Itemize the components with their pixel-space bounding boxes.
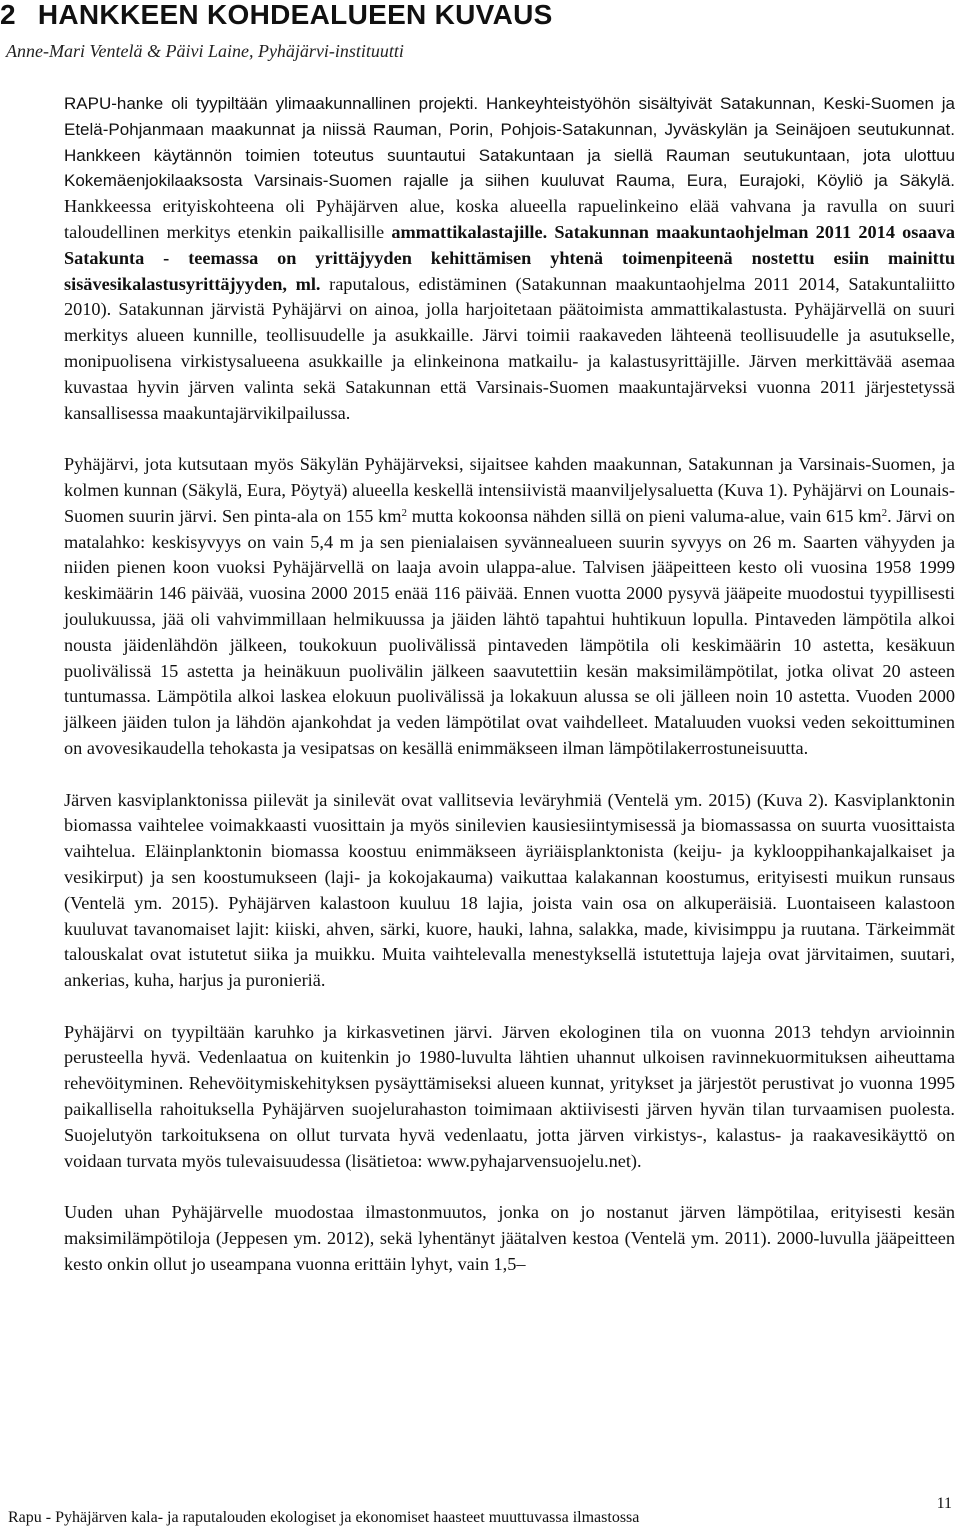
page-footer xyxy=(0,1495,960,1530)
paragraph-1-rest: raputalous, edistäminen (Satakunnan maakuntaohjelma 2011 2014, Satakuntaliitto 2010). Satakunnan järvistä Pyhäjärvi on ainoa, jolla harjoitetaan päätoimista ammattikalastusta. Pyhäjärvellä on suuri merkitys alueen kunnille, teollisuudelle ja asukkaille. Järvi toimii raakaveden lähteenä teollisuudelle ja asutukselle, monipuolisena virkistysalueena asukkaille ja elinkeinona matkailu- ja kalastusyrittäjille. Järven merkittävää asemaa kuvastaa hyvin järven valinta sekä Satakunnan että Varsinais-Suomen maakuntajärveksi vuonna 2011 järjestetyssä kansallisessa maakuntajärvikilpailussa. xyxy=(64,273,955,423)
superscript-2b: 2 xyxy=(881,506,888,519)
page-number: 11 xyxy=(936,1495,952,1512)
paragraph-5: Uuden uhan Pyhäjärvelle muodostaa ilmastonmuutos, jonka on jo nostanut järven lämpötilaa, erityisesti kesän maksimilämpötiloja (Jeppesen ym. 2012), sekä lyhentänyt jäätalven kestoa (Ventelä ym. 2011). 2000-luvulla jääpeitteen kesto onkin ollut jo useampana vuonna erittäin lyhyt, vain 1,5– xyxy=(64,1202,955,1274)
superscript-2a: 2 xyxy=(401,506,407,519)
paragraph-2-text-a: Pyhäjärvi, jota kutsutaan myös Säkylän Pyhäjärveksi, sijaitsee kahden maakunnan, Satakunnan ja Varsinais-Suomen, ja kolmen kunnan (Säkylä, Eura, Pöytyä) alueella keskellä intensiivistä maanviljelysaluetta (Kuva 1). Pyhäjärvi on Lounais-Suomen suurin järvi. Sen pinta-ala on 155 km xyxy=(64,454,955,526)
section-number: 2 xyxy=(0,0,16,30)
paragraph-2 xyxy=(64,452,955,762)
paragraph-4: Pyhäjärvi on tyypiltään karuhko ja kirkasvetinen järvi. Järven ekologinen tila on vuonna 2013 tehdyn arvioinnin perusteella hyvä. Vedenlaatua on kuitenkin jo 1980-luvulta lähtien uhannut ulkoisen ravinnekuormituksen aiheuttama rehevöityminen. Rehevöitymiskehityksen pysäyttämiseksi alueen kunnat, yritykset ja järjestöt perustivat jo vuonna 1995 paikallisella rahoituksella Pyhäjärven suojelurahaston toimimaan aktiivisesti järven hyvän tilan turvaamisen puolesta. Suojelutyön tarkoituksena on ollut turvata hyvä vedenlaatu, jotta järven virkistys-, kalastus- ja raakavesikäyttö on voidaan turvata myös tulevaisuudessa (lisätietoa: www.pyhajarvensuojelu.net). xyxy=(64,1021,955,1171)
body-text xyxy=(64,91,955,1303)
paragraph-1-intro: RAPU-hanke oli tyypiltään ylimaakunnallinen projekti. Hankeyhteistyöhön sisältyivät Satakunnan, Keski-Suomen ja Etelä-Pohjanmaan maakunnat ja niissä Rauman, Porin, Pohjois-Satakunnan, Jyväskylän ja Seinäjoen seutukunnat. Hankkeen käytännön toimien toteutus suuntautui Satakuntaan ja siellä Rauman seutukuntaan, jota ulottuu Kokemäenjokilaaksosta Varsinais-Suomen rajalle ja siihen kuuluvat Rauma, Eura, Eurajoki, Köyliö ja Säkylä. xyxy=(64,94,955,191)
paragraph-3: Järven kasviplanktonissa piilevät ja sinilevät ovat vallitsevia leväryhmiä (Ventelä ym. 2015) (Kuva 2). Kasviplanktonin biomassa vaihtelee voimakkaasti vuosittain ja myös sinilevien kausiesiintymisessä ja biomassassa on suurta vuosittaista vaihtelua. Eläinplanktonin biomassa koostuu enimmäkseen äyriäisplanktonista (keiju- ja kyklooppihankajalkaiset ja vesikirput) ja sen koostumukseen (laji- ja kokojakauma) vaikuttaa kalakannan koostumus, erityisesti muikun runsaus (Ventelä ym. 2015). Pyhäjärven kalastoon kuuluu 18 lajia, joista vain osa on alkuperäisiä. Luontaiseen kalastoon kuuluvat tavanomaiset lajit: kiiski, ahven, särki, kuore, hauki, lahna, salakka, made, kivisimppu ja ruutana. Tärkeimmät talouskalat ovat istutetut siika ja muikku. Muita vaihtelevalla menestyksellä istutettuja lajeja ovat järvitaimen, suutari, ankerias, kuha, harjus ja puronieriä. xyxy=(64,789,955,991)
section-title: HANKKEEN KOHDEALUEEN KUVAUS xyxy=(37,0,553,30)
paragraph-1-bold: ammattikalastajille. Satakunnan maakuntaohjelman 2011 2014 osaava Satakunta - teemassa on yrittäjyyden kehittämisen yhtenä toimenpiteenä nostettu esiin mainittu sisävesikalastusyrittäjyyden, ml. xyxy=(64,221,955,294)
paragraph-2-text-c: . Järvi on matalahko: keskisyvyys on vain 5,4 m ja sen pienialaisen syvännealueen suurin syvyys on 26 m. Saarten vähyyden ja niiden pienen koon vuoksi Pyhäjärvellä on laaja avoin ulappa-alue. Talvisen jääpeitteen kesto oli vuosina 1958 1999 keskimäärin 146 päivää, vuosina 2000 2015 enää 116 päivää. Ennen vuotta 2000 pysyvä jääpeite muodostui tyypillisesti joulukuussa, jää oli vahvimmillaan helmikuussa ja jäiden lähtö tapahtui huhtikuun lopulla. Pintaveden lämpötila alkoi nousta jäidenlähdön jälkeen, toukokuun puolivälissä pintaveden lämpötila oli keskimäärin 10 astetta, kesäkuun puolivälissä 15 astetta ja heinäkuun puolivälin jälkeen saavutettiin kesän maksimilämpötilat, jotka olivat 20 asteen tuntumassa. Lämpötila alkoi laskea elokuun puolivälissä ja lokakuun alussa se oli jälleen noin 10 astetta. Vuoden 2000 jälkeen jäiden tulon ja lähdön ajankohdat ja veden lämpötilat ovat vaihdelleet. Mataluuden vuoksi veden sekoittuminen on avovesikaudella tehokasta ja vesipatsas on kesällä enimmäkseen ilman lämpötilakerrostuneisuutta. xyxy=(64,505,956,758)
authors-line: Anne-Mari Ventelä & Päivi Laine, Pyhäjärvi-instituutti xyxy=(6,41,404,61)
paragraph-1 xyxy=(64,91,955,426)
paragraph-1-text: Hankkeessa erityiskohteena oli Pyhäjärven alue, koska alueella rapuelinkeino elää vahvana ja ravulla on suuri taloudellinen merkitys etenkin paikallisille xyxy=(64,196,955,242)
paragraph-2-text-b: mutta kokoonsa nähden sillä on pieni valuma-alue, vain 615 km xyxy=(406,505,882,526)
footer-title: Rapu - Pyhäjärven kala- ja raputalouden ekologiset ja ekonomiset haasteet muuttuvassa ilmastossa xyxy=(8,1509,640,1526)
section-heading xyxy=(0,0,553,30)
